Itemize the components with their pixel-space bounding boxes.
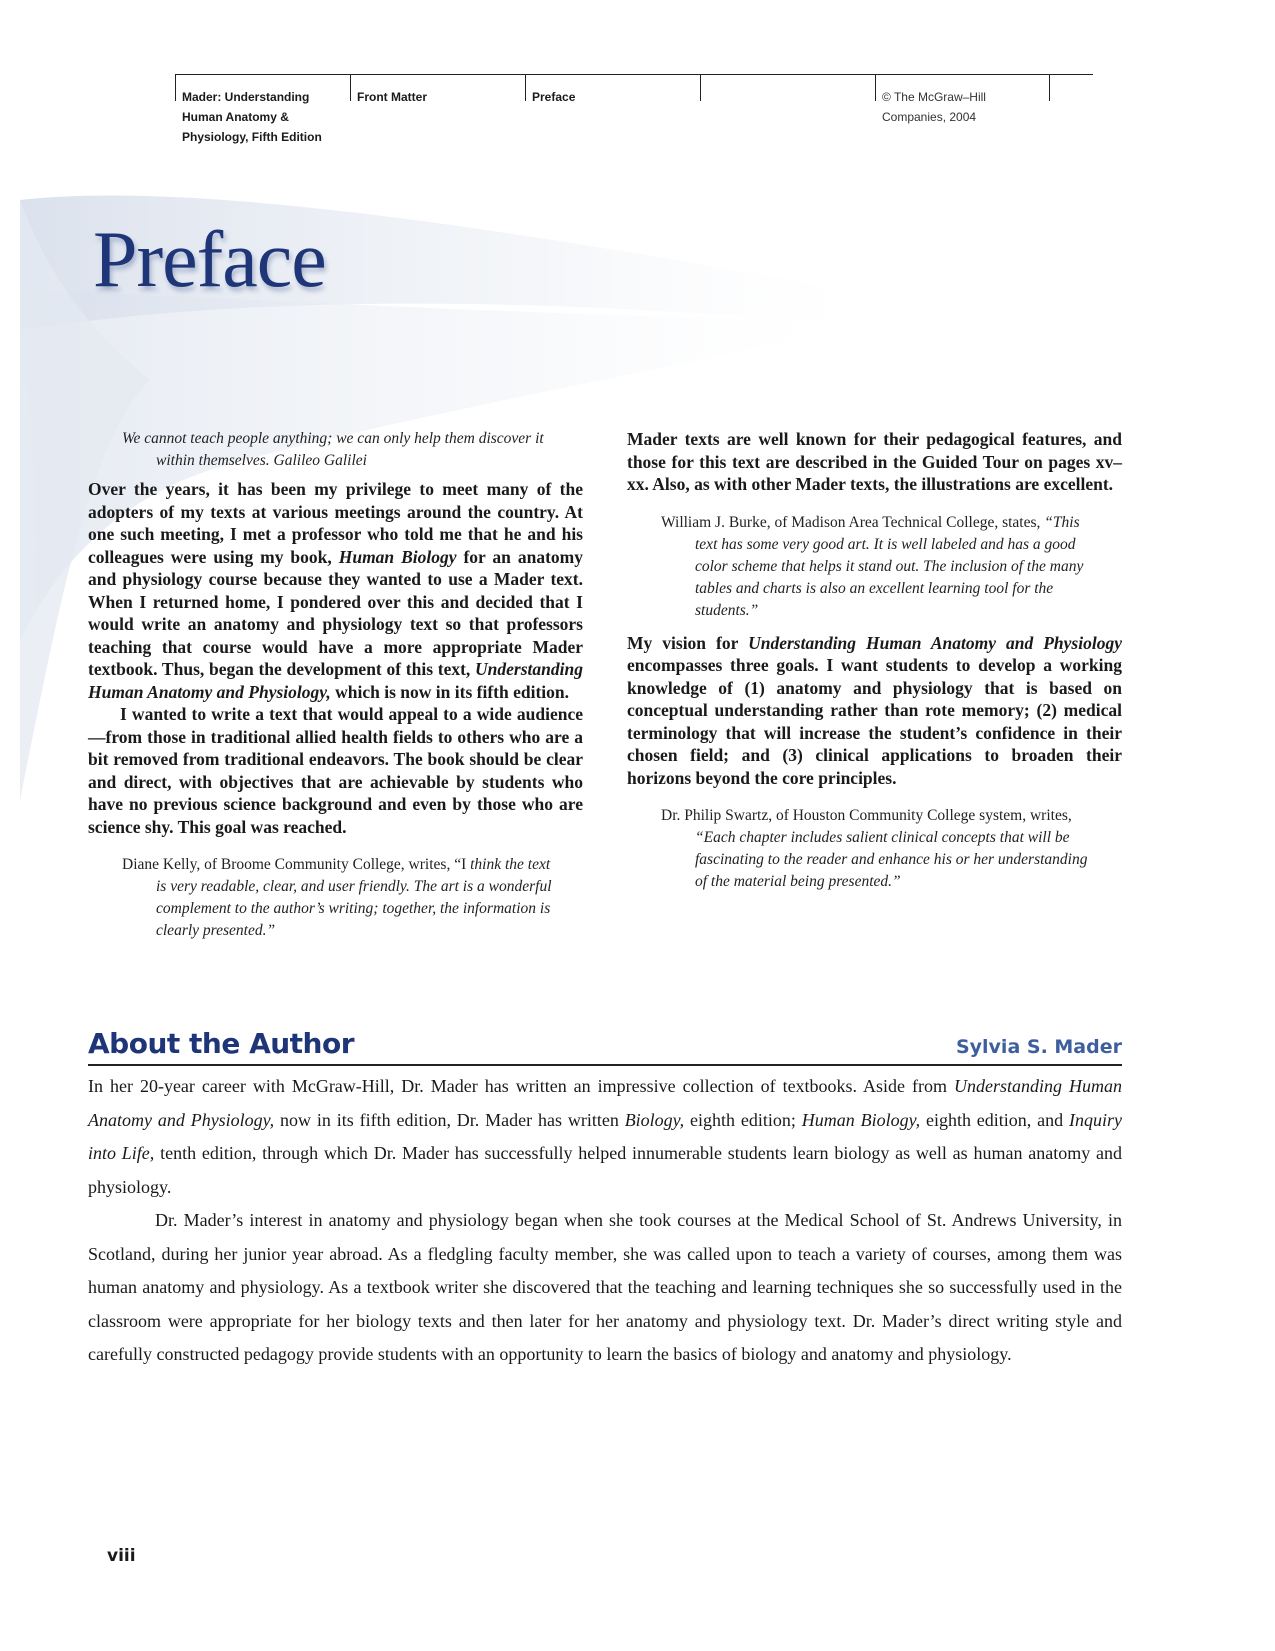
about-author-body <box>88 1070 1122 1372</box>
header-section-cell <box>350 75 526 104</box>
header-copyright-cell <box>875 75 1050 124</box>
header-book-cell <box>175 75 351 144</box>
about-author-heading <box>88 1020 1122 1066</box>
header-copyright-line: Companies, 2004 <box>882 110 977 124</box>
header-blank-cell <box>700 75 876 101</box>
left-paragraph-1: Over the years, it has been my privilege to meet many of the adopters of my texts at various meetings around the country. At one such meeting, I met a professor who told me that he and his colleagues were using my book, Human Biology for an anatomy and physiology course because they wanted to use a Mader text. When I returned home, I pondered over this and decided that I would write an anatomy and physiology text so that professors teaching that course would have a more appropriate Mader textbook. Thus, began the development of this text, Understanding Human Anatomy and Physiology, which is now in its fifth edition. <box>88 479 583 702</box>
author-name: Sylvia S. Mader <box>955 1036 1122 1058</box>
page-title: Preface <box>93 216 326 304</box>
page-number: viii <box>107 1546 136 1566</box>
left-paragraph-2: I wanted to write a text that would appeal to a wide audience—from those in traditional allied health fields to others who are a bit removed from traditional endeavors. The book should be clear and direct, with objectives that are achievable by students who have no previous science background and even by those who are science shy. This goal was reached. <box>88 704 583 837</box>
header-section: Front Matter <box>357 90 427 104</box>
header-chapter-cell <box>525 75 701 104</box>
testimonial-quote: Diane Kelly, of Broome Community College, writes, “I think the text is very readable, clear, and user friendly. The art is a wonderful complement to the author’s writing; together, the information is clearly presented.” <box>122 856 552 939</box>
about-author-title: About the Author <box>88 1027 355 1060</box>
left-column <box>88 428 583 952</box>
header-book-line: Human Anatomy & <box>182 110 289 124</box>
epigraph: We cannot teach people anything; we can only help them discover it within themselves. Galileo Galilei <box>122 430 544 469</box>
about-paragraph-2: Dr. Mader’s interest in anatomy and physiology began when she took courses at the Medical School of St. Andrews University, in Scotland, during her junior year abroad. As a fledgling faculty member, she was called upon to teach a variety of courses, among them was human anatomy and physiology. As a textbook writer she discovered that the teaching and learning techniques she so successfully used in the classroom were appropriate for her biology texts and then later for her anatomy and physiology text. Dr. Mader’s direct writing style and carefully constructed pedagogy provide students with an opportunity to learn the basics of biology and anatomy and physiology. <box>88 1210 1122 1364</box>
about-paragraph-1: In her 20-year career with McGraw-Hill, Dr. Mader has written an impressive collection of textbooks. Aside from Understanding Human Anatomy and Physiology, now in its fifth edition, Dr. Mader has written Biology, eighth edition; Human Biology, eighth edition, and Inquiry into Life, tenth edition, through which Dr. Mader has successfully helped innumerable students learn biology as well as human anatomy and physiology. <box>88 1076 1123 1197</box>
header-chapter: Preface <box>532 90 576 104</box>
header-copyright-line: © The McGraw–Hill <box>882 90 986 104</box>
header-book-line: Physiology, Fifth Edition <box>182 130 322 144</box>
running-header <box>175 74 1093 144</box>
right-paragraph-1: Mader texts are well known for their pedagogical features, and those for this text are described in the Guided Tour on pages xv–xx. Also, as with other Mader texts, the illustrations are excellent. <box>627 429 1122 494</box>
right-paragraph-2: My vision for Understanding Human Anatomy and Physiology encompasses three goals. I want students to develop a working knowledge of (1) anatomy and physiology that is based on conceptual understanding rather than rote memory; (2) medical terminology that will increase the student’s confidence in their chosen field; and (3) clinical applications to broaden their horizons beyond the core principles. <box>627 632 1122 788</box>
right-column <box>627 428 1122 903</box>
header-book-line: Mader: Understanding <box>182 90 310 104</box>
testimonial-quote: Dr. Philip Swartz, of Houston Community College system, writes, “Each chapter includes salient clinical concepts that will be fascinating to the reader and enhance his or her understanding of the material being presented.” <box>661 807 1088 890</box>
testimonial-quote: William J. Burke, of Madison Area Technical College, states, “This text has some very good art. It is well labeled and has a good color scheme that helps it stand out. The inclusion of the many tables and charts is also an excellent learning tool for the students.” <box>661 513 1084 619</box>
